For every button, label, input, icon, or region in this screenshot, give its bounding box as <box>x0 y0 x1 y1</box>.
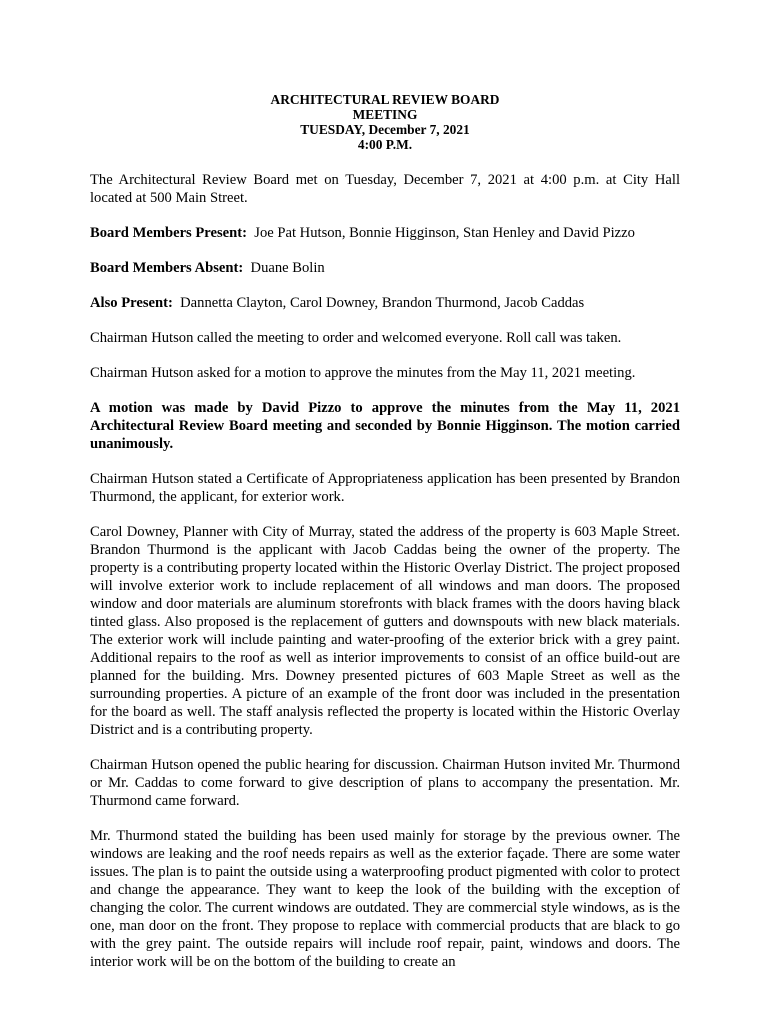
paragraph-application: Chairman Hutson stated a Certificate of Appropriateness application has been presented by Brandon Thurmond, the applicant, for exterior work. <box>90 471 680 505</box>
also-present-label: Also Present: <box>90 295 173 311</box>
paragraph-staff-report: Carol Downey, Planner with City of Murray, stated the address of the property is 603 Maple Street. Brandon Thurmond is the applicant with Jacob Caddas being the owner of the property. The property is a contributing property located within the Historic Overlay District. The project proposed will involve exterior work to include replacement of all windows and man doors. The proposed window and door materials are aluminum storefronts with black frames with the doors having black tinted glass. Also proposed is the replacement of gutters and downspouts with new black materials. The exterior work will include painting and water-proofing of the exterior brick with a grey paint. Additional repairs to the roof as well as interior improvements to consist of an office build-out are planned for the building. Mrs. Downey presented pictures of 603 Maple Street as well as the surrounding properties. A picture of an example of the front door was included in the presentation for the board as well. The staff analysis reflected the property is located within the Historic Overlay District and is a contributing property. <box>90 524 680 738</box>
paragraph-public-hearing: Chairman Hutson opened the public hearing for discussion. Chairman Hutson invited Mr. Thurmond or Mr. Caddas to come forward to give description of plans to accompany the presentation. Mr. Thurmond came forward. <box>90 757 680 809</box>
members-absent <box>90 259 680 277</box>
members-present-value: Joe Pat Hutson, Bonnie Higginson, Stan Henley and David Pizzo <box>254 225 635 241</box>
header-line-1: ARCHITECTURAL REVIEW BOARD <box>270 92 500 107</box>
also-present <box>90 294 680 312</box>
members-present-label: Board Members Present: <box>90 225 247 241</box>
document-header <box>90 92 680 152</box>
also-present-value: Dannetta Clayton, Carol Downey, Brandon Thurmond, Jacob Caddas <box>180 295 585 311</box>
paragraph-motion-request: Chairman Hutson asked for a motion to approve the minutes from the May 11, 2021 meeting. <box>90 365 636 381</box>
motion-paragraph: A motion was made by David Pizzo to approve the minutes from the May 11, 2021 Architectural Review Board meeting and seconded by Bonnie Higginson. The motion carried unanimously. <box>90 400 680 452</box>
header-line-4: 4:00 P.M. <box>357 137 413 152</box>
paragraph-applicant-statement: Mr. Thurmond stated the building has been used mainly for storage by the previous owner. The windows are leaking and the roof needs repairs as well as the exterior façade. There are some water issues. The plan is to paint the outside using a waterproofing product pigmented with color to protect and change the appearance. They want to keep the look of the building with the exception of changing the color. The current windows are outdated. They are commercial style windows, as is the one, man door on the front. They propose to replace with commercial products that are black to go with the grey paint. The outside repairs will include roof repair, paint, windows and doors. The interior work will be on the bottom of the building to create an <box>90 828 680 970</box>
header-line-2: MEETING <box>352 107 418 122</box>
members-absent-label: Board Members Absent: <box>90 260 244 276</box>
paragraph-call-to-order: Chairman Hutson called the meeting to order and welcomed everyone. Roll call was taken. <box>90 330 622 346</box>
header-line-3: TUESDAY, December 7, 2021 <box>300 122 470 137</box>
members-present <box>90 224 680 242</box>
intro-paragraph: The Architectural Review Board met on Tuesday, December 7, 2021 at 4:00 p.m. at City Hall located at 500 Main Street. <box>90 172 680 206</box>
members-absent-value: Duane Bolin <box>250 260 325 276</box>
